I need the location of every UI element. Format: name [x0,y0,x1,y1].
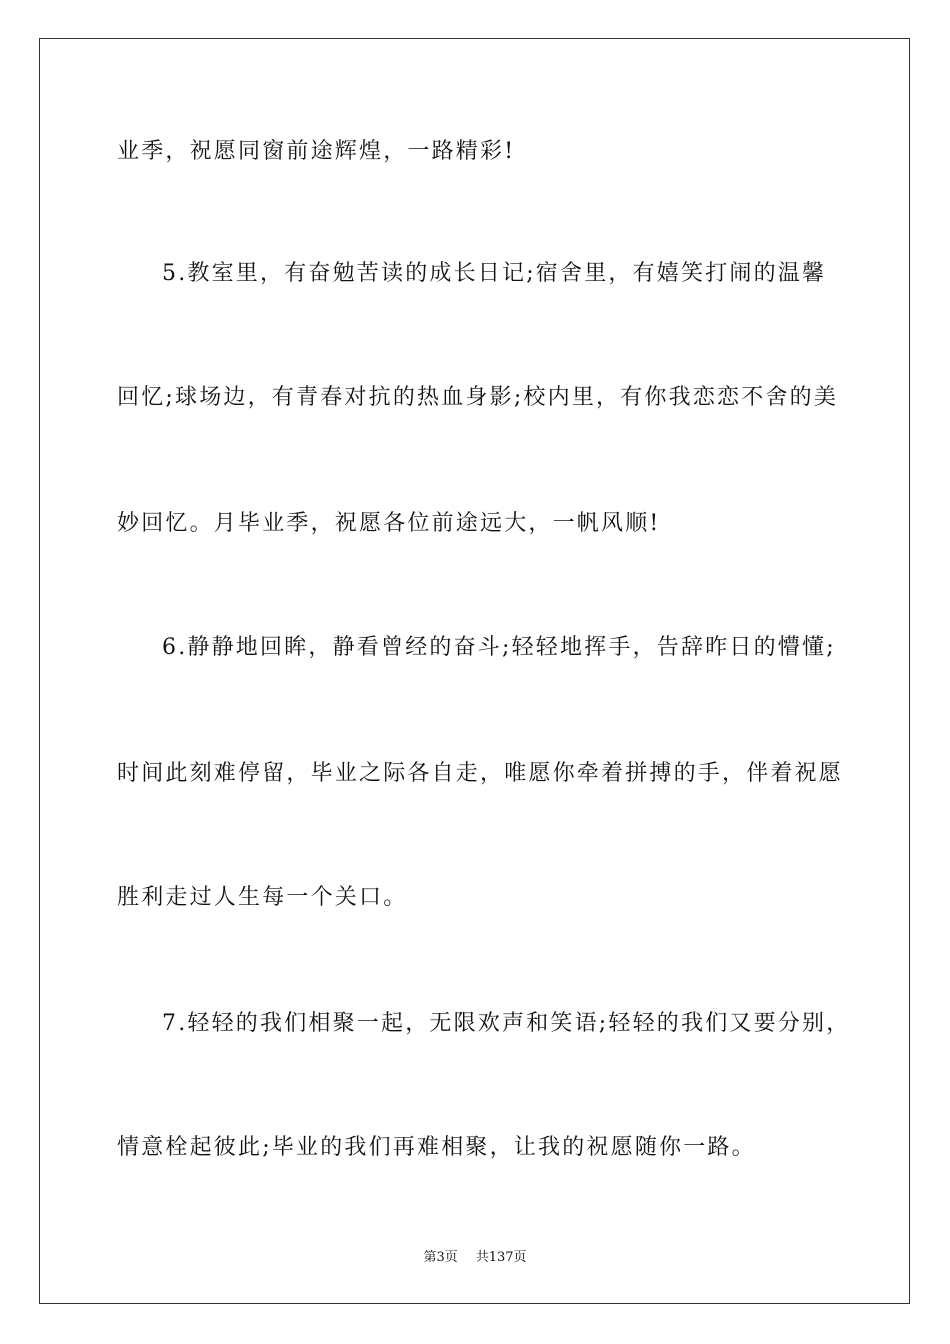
text-line-2: 5.教室里，有奋勉苦读的成长日记;宿舍里，有嬉笑打闹的温馨 [162,261,827,286]
page-footer [0,1250,950,1266]
total-pages: 共137页 [475,1250,527,1265]
text-line-5: 6.静静地回眸，静看曾经的奋斗;轻轻地挥手，告辞昨日的懵懂; [162,635,836,660]
text-line-6: 时间此刻难停留，毕业之际各自走，唯愿你牵着拼搏的手，伴着祝愿 [117,761,844,786]
text-line-1: 业季，祝愿同窗前途辉煌，一路精彩! [117,139,516,164]
text-line-7: 胜利走过人生每一个关口。 [117,885,408,910]
text-line-9: 情意栓起彼此;毕业的我们再难相聚，让我的祝愿随你一路。 [117,1135,756,1160]
text-line-3: 回忆;球场边，有青春对抗的热血身影;校内里，有你我恋恋不舍的美 [117,385,839,410]
text-line-4: 妙回忆。月毕业季，祝愿各位前途远大，一帆风顺! [117,511,661,536]
page-border [39,38,910,1304]
text-line-8: 7.轻轻的我们相聚一起，无限欢声和笑语;轻轻的我们又要分别， [162,1011,851,1036]
page-number: 第3页 [423,1250,458,1265]
